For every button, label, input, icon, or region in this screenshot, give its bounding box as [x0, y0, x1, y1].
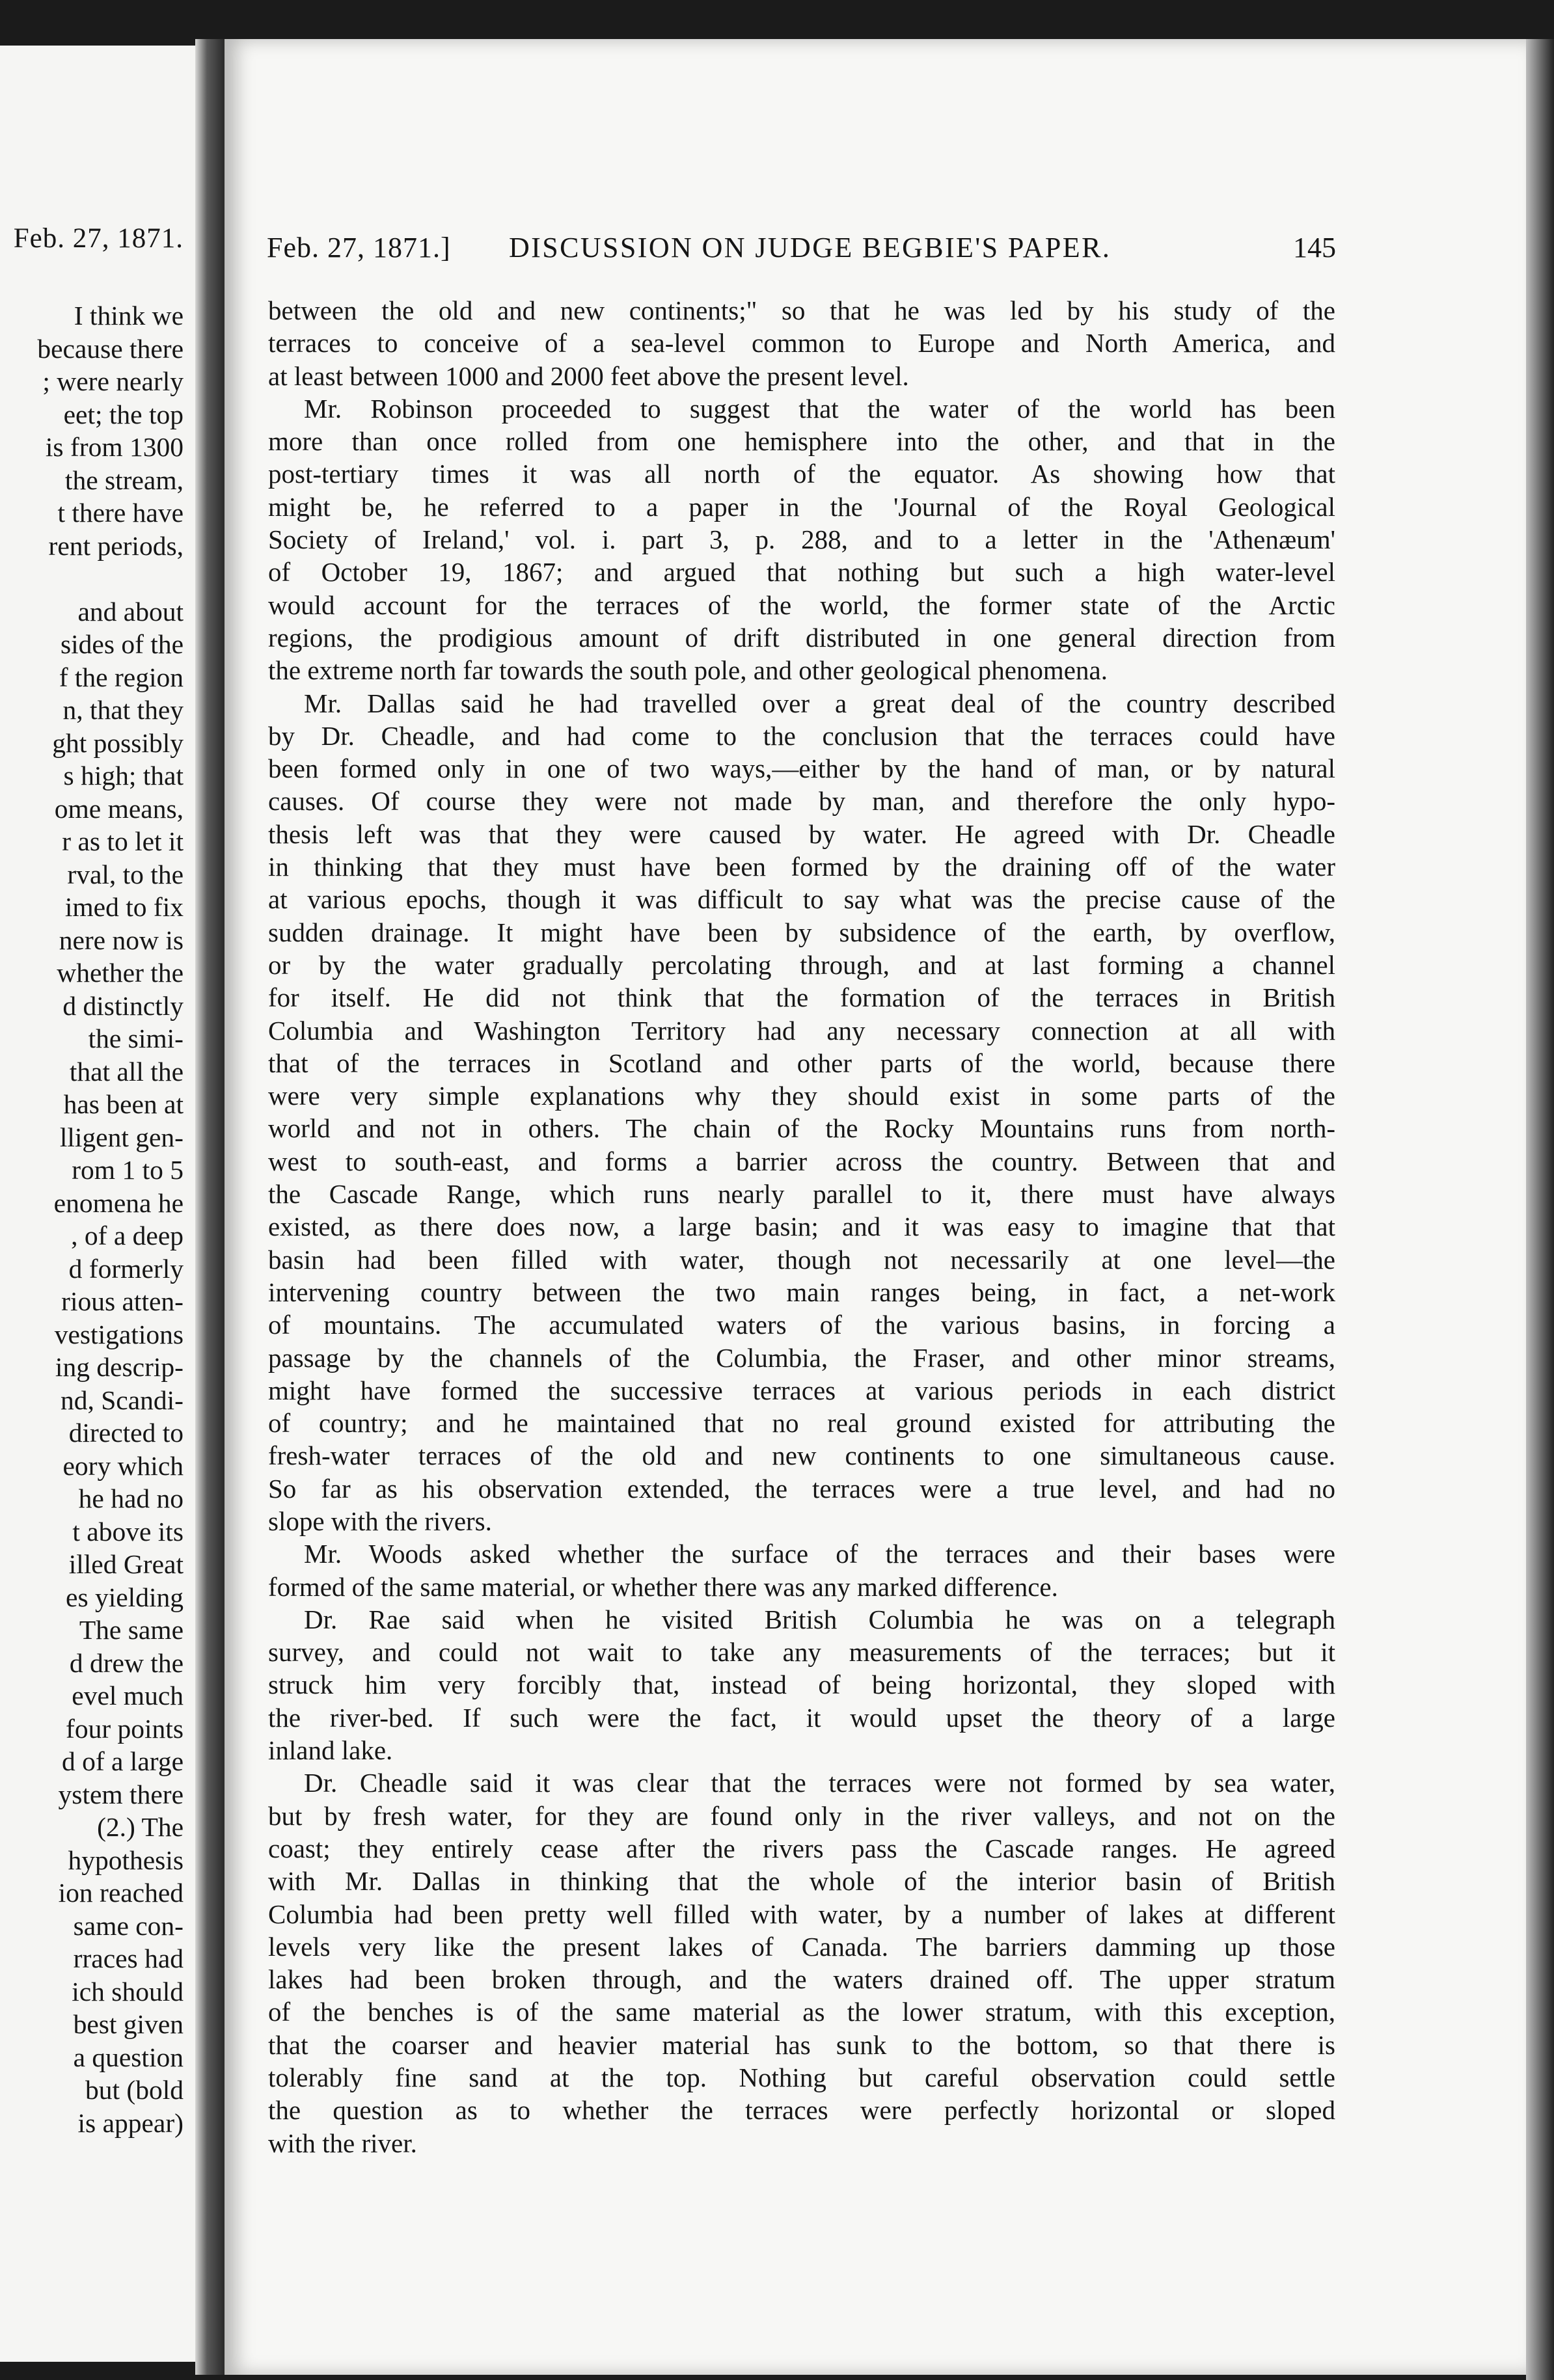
body-line: Mr. Woods asked whether the surface of the terraces and their bases were [304, 1539, 1335, 1569]
body-line: Mr. Robinson proceeded to suggest that the water of the world has been [304, 393, 1335, 424]
left-page-line: hypothesis [68, 1845, 184, 1875]
left-page-line: t there have [57, 498, 184, 528]
body-line: between the old and new continents;" so that he was led by his study of the [268, 295, 1335, 325]
left-page-line: n, that they [62, 695, 184, 725]
body-line: or by the water gradually percolating through, and at last forming a channel [268, 949, 1335, 980]
running-head-title: DISCUSSION ON JUDGE BEGBIE'S PAPER. [509, 232, 1111, 264]
body-line: causes. Of course they were not made by man, and therefore the only hypo- [268, 786, 1335, 817]
body-line: of October 19, 1867; and argued that nothing but such a high water-level [268, 557, 1335, 588]
body-line: existed, as there does now, a large basin; and it was easy to imagine that that [268, 1211, 1335, 1242]
left-page-line: es yielding [66, 1582, 184, 1612]
body-line: levels very like the present lakes of Canada. The barriers damming up those [268, 1931, 1335, 1962]
left-page-line: d of a large [61, 1746, 184, 1776]
left-page-text [0, 299, 184, 2139]
left-facing-page [0, 46, 195, 2362]
left-page-line: evel much [72, 1681, 184, 1711]
left-page-line: whether the [57, 958, 184, 988]
body-line: for itself. He did not think that the formation of the terraces in British [268, 982, 1335, 1013]
page-number: 145 [1293, 232, 1336, 264]
left-page-line: The same [79, 1615, 184, 1645]
left-page-line: is from 1300 [45, 432, 184, 462]
body-line: been formed only in one of two ways,—either by the hand of man, or by natural [268, 753, 1335, 784]
body-text [268, 294, 1335, 2159]
body-line: Society of Ireland,' vol. i. part 3, p. 288, and to a letter in the 'Athenæum' [268, 524, 1335, 555]
body-line: west to south-east, and forms a barrier across the country. Between that and [268, 1146, 1335, 1176]
left-page-line: enomena he [53, 1187, 184, 1218]
left-page-line: ght possibly [52, 727, 184, 758]
body-line: Dr. Rae said when he visited British Columbia he was on a telegraph [304, 1604, 1335, 1634]
book-gutter [195, 39, 225, 2375]
body-line: Columbia had been pretty well filled with water, by a number of lakes at different [268, 1899, 1335, 1929]
body-line: might have formed the successive terraces at various periods in each district [268, 1375, 1335, 1405]
left-page-line: ; were nearly [42, 366, 184, 396]
left-page-line: best given [73, 2009, 184, 2039]
body-line: passage by the channels of the Columbia, the Fraser, and other minor streams, [268, 1342, 1335, 1373]
body-line: formed of the same material, or whether there was any marked difference. [268, 1571, 1058, 1602]
left-page-line: eory which [62, 1450, 184, 1481]
body-line: Mr. Dallas said he had travelled over a great deal of the country described [304, 688, 1335, 718]
body-line: sudden drainage. It might have been by subsidence of the earth, by overflow, [268, 917, 1335, 947]
left-page-line: nere now is [59, 925, 184, 955]
left-page-line: the simi- [88, 1023, 184, 1053]
left-page-line: that all the [69, 1056, 184, 1087]
left-page-line: illed Great [68, 1549, 184, 1579]
body-line: the question as to whether the terraces were perfectly horizontal or sloped [268, 2095, 1335, 2126]
body-line: slope with the rivers. [268, 1506, 492, 1536]
left-page-line: I think we [74, 301, 184, 331]
body-line: but by fresh water, for they are found only in the river valleys, and not on the [268, 1800, 1335, 1831]
body-line: world and not in others. The chain of the Rocky Mountains runs from north- [268, 1113, 1335, 1144]
running-head-date: Feb. 27, 1871.] [267, 232, 451, 264]
body-line: of country; and he maintained that no real ground existed for attributing the [268, 1408, 1335, 1439]
left-page-line: rent periods, [48, 530, 184, 561]
body-line: of the benches is of the same material as the lower stratum, with this exception, [268, 1997, 1335, 2027]
left-page-line: but (bold [85, 2075, 184, 2105]
left-page-line: four points [66, 1713, 184, 1744]
left-page-line: rom 1 to 5 [72, 1155, 184, 1185]
left-page-line: same con- [73, 1910, 184, 1941]
left-page-line: ich should [72, 1976, 184, 2007]
left-page-line: d distinctly [62, 990, 184, 1021]
body-line: the Cascade Range, which runs nearly parallel to it, there must have always [268, 1179, 1335, 1210]
body-line: fresh-water terraces of the old and new continents to one simultaneous cause. [268, 1440, 1335, 1471]
left-page-line [0, 562, 184, 595]
left-page-line: nd, Scandi- [60, 1385, 184, 1415]
left-page-line: , of a deep [71, 1221, 184, 1251]
left-page-header: Feb. 27, 1871. [13, 223, 184, 254]
body-line: coast; they entirely cease after the rivers pass the Cascade ranges. He agreed [268, 1833, 1335, 1863]
left-page-line: d drew the [69, 1647, 184, 1678]
left-page-line: s high; that [63, 761, 184, 791]
left-page-line: ion reached [58, 1878, 184, 1908]
left-page-line: ystem there [58, 1779, 184, 1809]
body-line: basin had been filled with water, though not necessarily at one level—the [268, 1244, 1335, 1275]
body-line: Dr. Cheadle said it was clear that the terraces were not formed by sea water, [304, 1768, 1335, 1798]
body-line: at least between 1000 and 2000 feet above the present level. [268, 360, 909, 391]
body-line: that of the terraces in Scotland and other parts of the world, because there [268, 1048, 1335, 1078]
left-page-line: rraces had [73, 1943, 184, 1973]
body-line: thesis left was that they were caused by water. He agreed with Dr. Cheadle [268, 818, 1335, 849]
left-page-line: directed to [68, 1418, 184, 1448]
body-line: tolerably fine sand at the top. Nothing but careful observation could settle [268, 2062, 1335, 2093]
left-page-line: f the region [59, 662, 184, 692]
left-page-line: eet; the top [63, 399, 184, 429]
left-page-line: lligent gen- [59, 1122, 184, 1152]
left-page-line: has been at [63, 1089, 184, 1119]
left-page-line: and about [77, 596, 184, 627]
left-page-line: ome means, [54, 793, 184, 824]
body-line: of mountains. The accumulated waters of the various basins, in forcing a [268, 1310, 1335, 1340]
body-line: Columbia and Washington Territory had any necessary connection at all with [268, 1015, 1335, 1046]
body-line: with Mr. Dallas in thinking that the whole of the interior basin of British [268, 1866, 1335, 1897]
left-page-line: d formerly [68, 1253, 184, 1284]
left-page-line: t above its [72, 1516, 184, 1547]
body-line: might be, he referred to a paper in the 'Journal of the Royal Geological [268, 491, 1335, 522]
body-line: terraces to conceive of a sea-level common to Europe and North America, and [268, 328, 1335, 358]
body-line: were very simple explanations why they should exist in some parts of the [268, 1081, 1335, 1111]
left-page-line: (2.) The [97, 1812, 184, 1842]
left-page-line: ing descrip- [55, 1352, 184, 1382]
body-line: intervening country between the two main ranges being, in fact, a net-work [268, 1277, 1335, 1307]
body-line: So far as his observation extended, the terraces were a true level, and had no [268, 1473, 1335, 1504]
body-line: with the river. [268, 2128, 417, 2158]
body-line: survey, and could not wait to take any measurements of the terraces; but it [268, 1637, 1335, 1668]
body-line: the river-bed. If such were the fact, it would upset the theory of a large [268, 1702, 1335, 1733]
left-page-line: imed to fix [64, 892, 184, 922]
body-line: regions, the prodigious amount of drift distributed in one general direction from [268, 622, 1335, 653]
left-page-line: the stream, [64, 465, 184, 495]
left-page-line: sides of the [60, 629, 184, 659]
body-line: would account for the terraces of the world, the former state of the Arctic [268, 589, 1335, 620]
left-page-line: he had no [78, 1483, 184, 1513]
page-edge-shadow [1526, 39, 1554, 2380]
left-page-line: vestigations [54, 1319, 184, 1349]
running-head [267, 231, 1336, 270]
body-line: that the coarser and heavier material has sunk to the bottom, so that there is [268, 2029, 1335, 2060]
left-page-line: rval, to the [67, 859, 184, 889]
body-line: the extreme north far towards the south pole, and other geological phenomena. [268, 655, 1108, 686]
left-page-line: is appear) [77, 2107, 184, 2138]
body-line: in thinking that they must have been formed by the draining off of the water [268, 852, 1335, 882]
left-page-line: because there [37, 333, 184, 364]
body-line: post-tertiary times it was all north of the equator. As showing how that [268, 459, 1335, 489]
left-page-line: r as to let it [62, 826, 184, 856]
body-line: more than once rolled from one hemisphere into the other, and that in the [268, 426, 1335, 457]
left-page-line: a question [73, 2042, 184, 2072]
body-line: struck him very forcibly that, instead of being horizontal, they sloped with [268, 1670, 1335, 1700]
body-line: at various epochs, though it was difficult to say what was the precise cause of the [268, 884, 1335, 915]
body-line: lakes had been broken through, and the waters drained off. The upper stratum [268, 1964, 1335, 1995]
body-line: inland lake. [268, 1735, 393, 1766]
body-line: by Dr. Cheadle, and had come to the conclusion that the terraces could have [268, 720, 1335, 751]
left-page-line: rious atten- [61, 1286, 184, 1316]
